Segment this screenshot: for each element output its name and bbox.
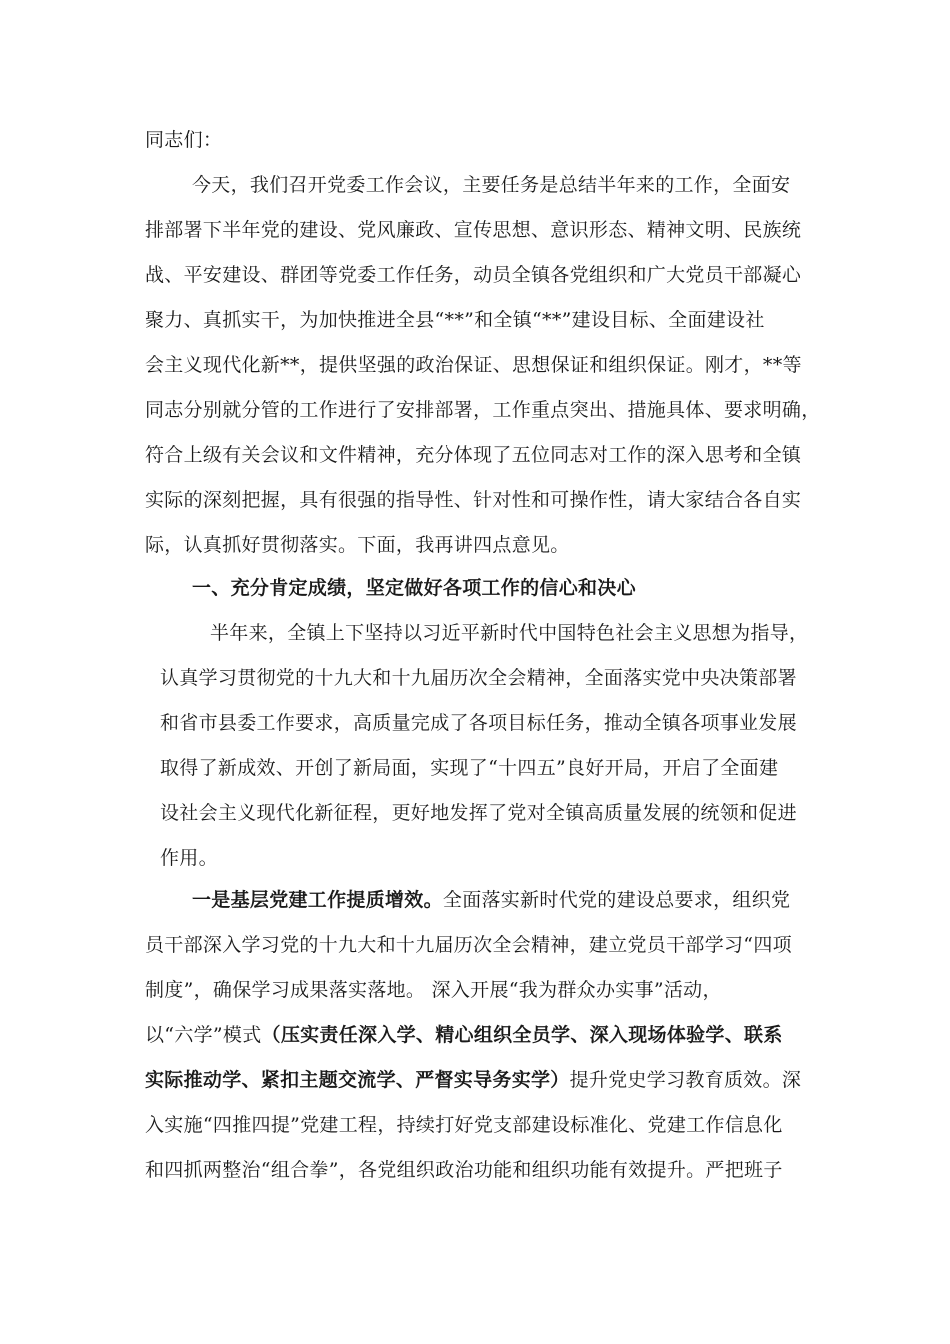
- point1-title: 一是基层党建工作提质增效。: [192, 889, 443, 911]
- point1-line-5: [145, 1068, 801, 1092]
- point1-line-2: 员干部深入学习党的十九大和十九届历次全会精神，建立党员干部学习“四项: [145, 934, 792, 956]
- section1-line-2: 认真学习贯彻党的十九大和十九届历次全会精神，全面落实党中央决策部署: [160, 667, 797, 689]
- intro-line-7: 符合上级有关会议和文件精神，充分体现了五位同志对工作的深入思考和全镇: [145, 444, 802, 466]
- section-heading-1: 一、充分肯定成绩，坚定做好各项工作的信心和决心: [192, 577, 636, 599]
- point1-text-4b: （压实责任深入学、精心组织全员学、深入现场体验学、联系: [261, 1024, 783, 1046]
- intro-line-3: 战、平安建设、群团等党委工作任务，动员全镇各党组织和广大党员干部凝心: [145, 264, 802, 286]
- intro-line-5: 会主义现代化新**，提供坚强的政治保证、思想保证和组织保证。刚才，**等: [145, 354, 802, 376]
- salutation: 同志们：: [145, 129, 223, 151]
- section1-line-1: 半年来，全镇上下坚持以习近平新时代中国特色社会主义思想为指导，: [210, 622, 809, 644]
- section1-line-3: 和省市县委工作要求，高质量完成了各项目标任务，推动全镇各项事业发展: [160, 712, 797, 734]
- section1-line-4: 取得了新成效、开创了新局面，实现了“十四五”良好开局，开启了全面建: [160, 757, 779, 779]
- point1-text-5b: 提升党史学习教育质效。深: [569, 1069, 802, 1091]
- intro-line-2: 排部署下半年党的建设、党风廉政、宣传思想、意识形态、精神文明、民族统: [145, 219, 802, 241]
- intro-line-1: 今天，我们召开党委工作会议，主要任务是总结半年来的工作，全面安: [192, 174, 791, 196]
- intro-line-4: 聚力、真抓实干，为加快推进全县“**”和全镇“**”建设目标、全面建设社: [145, 309, 765, 331]
- point1-line-4: [145, 1023, 783, 1047]
- point1-text-5a: 实际推动学、紧扣主题交流学、严督实导务实学）: [145, 1069, 570, 1091]
- point1-text-1: 全面落实新时代党的建设总要求，组织党: [442, 889, 791, 911]
- point1-line-3: 制度”，确保学习成果落实落地。 深入开展“我为群众办实事”活动，: [145, 979, 722, 1001]
- section1-line-5: 设社会主义现代化新征程，更好地发挥了党对全镇高质量发展的统领和促进: [160, 802, 797, 824]
- point1-line-6: 入实施“四推四提”党建工程，持续打好党支部建设标准化、党建工作信息化: [145, 1114, 783, 1136]
- intro-line-6: 同志分别就分管的工作进行了安排部署，工作重点突出、措施具体、要求明确，: [145, 399, 821, 421]
- intro-line-8: 实际的深刻把握，具有很强的指导性、针对性和可操作性，请大家结合各自实: [145, 489, 802, 511]
- point1-line-7: 和四抓两整治“组合拳”，各党组织政治功能和组织功能有效提升。严把班子: [145, 1159, 783, 1181]
- point1-line-1: [192, 888, 790, 912]
- section1-line-6: 作用。: [160, 847, 218, 869]
- intro-line-9: 际，认真抓好贯彻落实。下面，我再讲四点意见。: [145, 534, 570, 556]
- point1-text-4a: 以“六学”模式: [145, 1024, 262, 1046]
